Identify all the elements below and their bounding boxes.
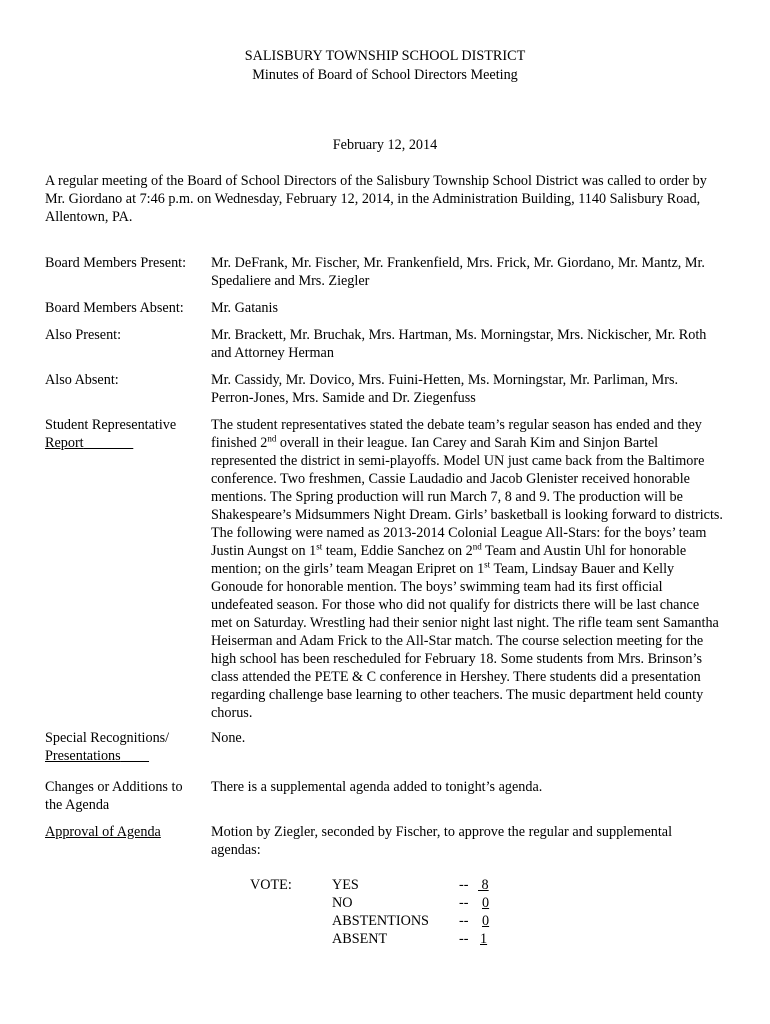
also-absent-text: Mr. Cassidy, Mr. Dovico, Mrs. Fuini-Hetten, Ms. Morningstar, Mr. Parliman, Mrs. Perron-Jones, Mrs. Samide and Dr. Ziegenfuss <box>211 372 679 406</box>
intro-paragraph: A regular meeting of the Board of School Directors of the Salisbury Township School District was called to order by Mr. Giordano at 7:46 p.m. on Wednesday, February 12, 2014, in the Administration Building, 1140 Salisbury Road, Allentown, PA. <box>45 173 707 225</box>
changes-label-line1: Changes or Additions to <box>45 779 183 795</box>
recognitions-label <box>45 729 205 765</box>
also-present-text: Mr. Brackett, Mr. Bruchak, Mrs. Hartman, Ms. Morningstar, Mrs. Nickischer, Mr. Roth and Attorney Herman <box>211 327 707 361</box>
changes-label-line2: the Agenda <box>45 797 110 813</box>
also-present-label: Also Present: <box>45 327 122 343</box>
student-report-label-line2: Report <box>45 435 84 451</box>
vote-label: VOTE: <box>250 877 292 893</box>
district-name: SALISBURY TOWNSHIP SCHOOL DISTRICT <box>244 48 526 64</box>
also-absent-label: Also Absent: <box>45 372 119 388</box>
student-report-label <box>45 416 205 452</box>
board-present-label: Board Members Present: <box>45 255 187 271</box>
recognitions-label-line1: Special Recognitions/ <box>45 730 170 746</box>
board-absent-label: Board Members Absent: <box>45 300 184 316</box>
approval-text: Motion by Ziegler, seconded by Fischer, to approve the regular and supplemental agendas: <box>211 824 673 858</box>
recognitions-label-line2: Presentations <box>45 748 121 764</box>
document-header <box>0 47 770 85</box>
student-report-label-line1: Student Representative <box>45 417 177 433</box>
document-subtitle: Minutes of Board of School Directors Meeting <box>252 67 518 83</box>
board-absent-text: Mr. Gatanis <box>211 300 278 316</box>
student-report-text: The student representatives stated the debate team’s regular season has ended and they finished 2nd overall in their league. Ian Carey and Sarah Kim and Sinjon Bartel represented the district in semi-playoffs. Model UN just came back from the Baltimore conference. Two freshmen, Cassie Laudadio and Jacob Glenister received honorable mentions. The Spring production will run March 7, 8 and 9. The production will be Shakespeare’s Midsummers Night Dream. Girls’ basketball is looking forward to districts. The following were named as 2013-2014 Colonial League All-Stars: for the boys’ team Justin Aungst on 1st team, Eddie Sanchez on 2nd Team and Austin Uhl for honorable mention; on the girls’ team Meagan Eripret on 1st Team, Lindsay Bauer and Kelly Gonoude for honorable mention. The boys’ swimming team had its first official undefeated season. For those who did not qualify for districts there will be last chance met on Saturday. Wrestling had their senior night last night. The rifle team sent Samantha Heiserman and Adam Frick to the All-Star match. The course selection meeting for the high school has been rescheduled for February 18. Some students from Mrs. Brinson’s class attended the PETE & C conference in Hershey. There students did a presentation regarding challenge base learning to other teachers. The music department held county chorus. <box>211 417 723 721</box>
board-present-text: Mr. DeFrank, Mr. Fischer, Mr. Frankenfield, Mrs. Frick, Mr. Giordano, Mr. Mantz, Mr. Spedaliere and Mrs. Ziegler <box>211 255 705 289</box>
changes-text: There is a supplemental agenda added to tonight’s agenda. <box>211 779 543 795</box>
approval-label: Approval of Agenda <box>45 824 161 840</box>
recognitions-text: None. <box>211 730 246 746</box>
meeting-date: February 12, 2014 <box>332 137 438 153</box>
changes-label <box>45 778 205 814</box>
